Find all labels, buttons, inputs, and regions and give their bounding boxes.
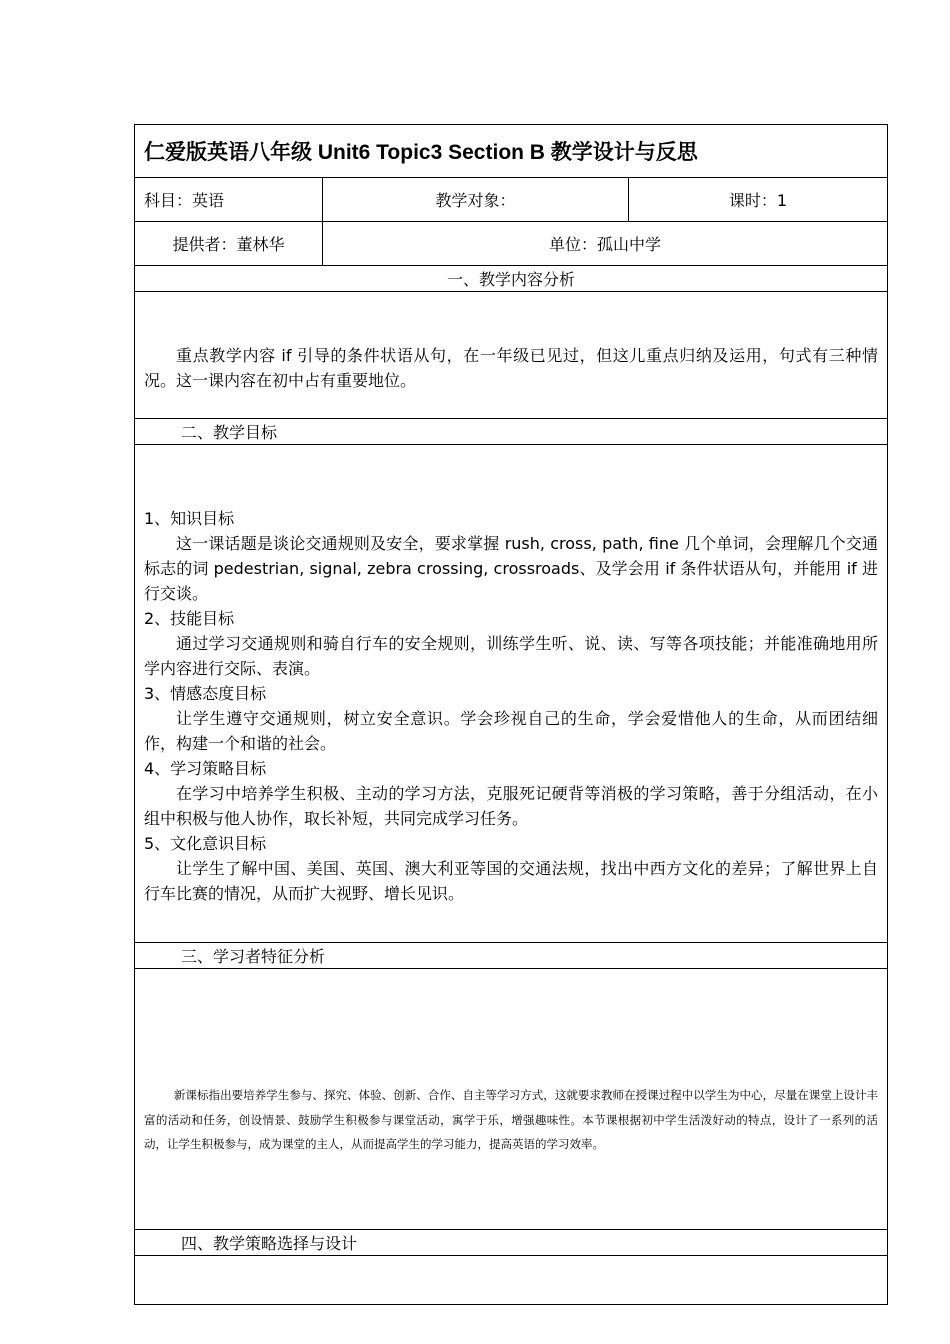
section3-body — [135, 969, 888, 1230]
goal-text: 让学生了解中国、美国、英国、澳大利亚等国的交通法规，找出中西方文化的差异；了解世界上自行车比赛的情况，从而扩大视野、增长见识。 — [144, 859, 878, 903]
target-cell: 教学对象： — [323, 178, 629, 222]
section2-body — [135, 445, 888, 943]
goal-item — [144, 681, 878, 756]
section1-text: 重点教学内容 if 引导的条件状语从句，在一年级已见过，但这儿重点归纳及运用，句式有三种情况。这一课内容在初中占有重要地位。 — [144, 345, 878, 390]
unit-cell: 单位：孤山中学 — [323, 222, 888, 266]
section1-body — [135, 292, 888, 419]
section4-body — [135, 1256, 888, 1305]
goal-title: 4、学习策略目标 — [144, 759, 267, 778]
goal-title: 3、情感态度目标 — [144, 684, 267, 703]
goal-text: 在学习中培养学生积极、主动的学习方法，克服死记硬背等消极的学习策略，善于分组活动，在小组中积极与他人协作，取长补短，共同完成学习任务。 — [144, 784, 878, 828]
goal-item — [144, 506, 878, 606]
goal-item — [144, 606, 878, 681]
goal-title: 2、技能目标 — [144, 609, 235, 628]
goal-text: 通过学习交通规则和骑自行车的安全规则，训练学生听、说、读、写等各项技能；并能准确地用所学内容进行交际、表演。 — [144, 634, 878, 678]
section3-heading: 三、学习者特征分析 — [135, 943, 888, 969]
goal-text: 这一课话题是谈论交通规则及安全，要求掌握 rush, cross, path, fine 几个单词，会理解几个交通标志的词 pedestrian, signal, zebra crossing, crossroads、及学会用 if 条件状语从句，并能用 if 进行交谈。 — [144, 534, 878, 603]
goal-text: 让学生遵守交通规则，树立安全意识。学会珍视自己的生命，学会爱惜他人的生命，从而团结细作，构建一个和谐的社会。 — [144, 709, 878, 753]
document-title: 仁爱版英语八年级 Unit6 Topic3 Section B 教学设计与反思 — [135, 125, 888, 178]
goal-title: 5、文化意识目标 — [144, 834, 267, 853]
goal-item — [144, 831, 878, 906]
hours-cell: 课时：1 — [629, 178, 888, 222]
section1-heading: 一、教学内容分析 — [135, 266, 888, 292]
lesson-plan-table — [134, 124, 888, 1305]
goal-title: 1、知识目标 — [144, 509, 235, 528]
goal-item — [144, 756, 878, 831]
section2-heading: 二、教学目标 — [135, 419, 888, 445]
provider-cell: 提供者：董林华 — [135, 222, 323, 266]
section3-text: 新课标指出要培养学生参与、探究、体验、创新、合作、自主等学习方式，这就要求教师在授课过程中以学生为中心，尽量在课堂上设计丰富的活动和任务，创设情景、鼓励学生积极参与课堂活动，寓学于乐，增强趣味性。本节课根据初中学生活泼好动的特点，设计了一系列的活动，让学生积极参与，成为课堂的主人，从而提高学生的学习能力，提高英语的学习效率。 — [144, 1088, 878, 1152]
section4-heading: 四、教学策略选择与设计 — [135, 1230, 888, 1256]
subject-cell: 科目：英语 — [135, 178, 323, 222]
